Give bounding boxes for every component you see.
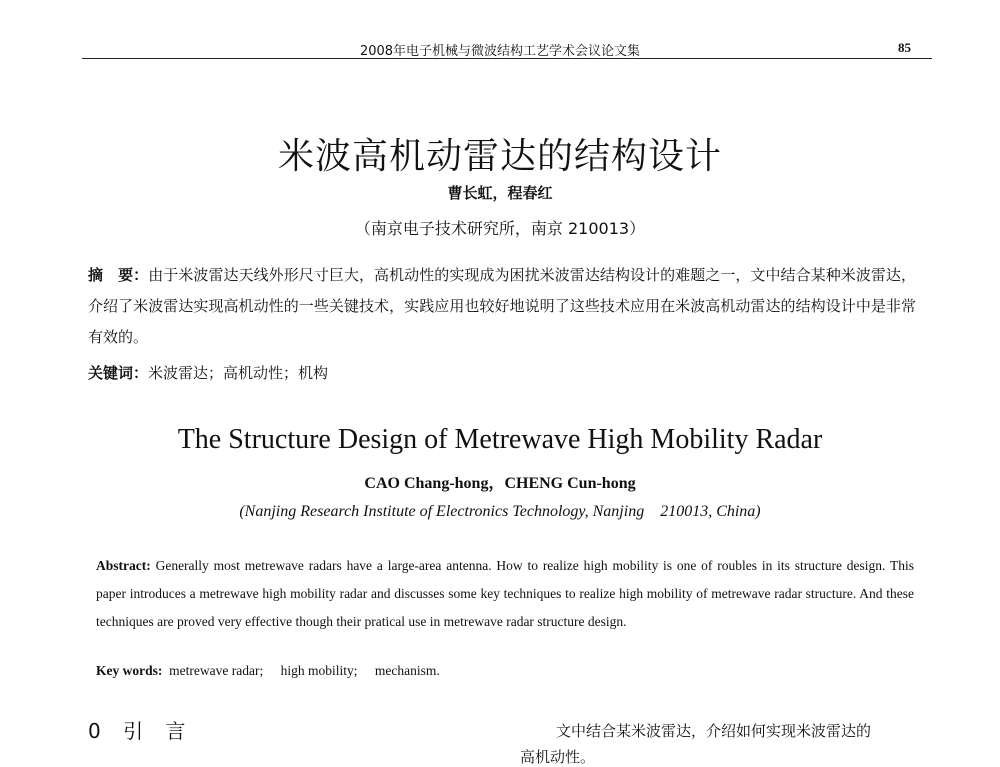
keyword-item: metrewave radar;	[169, 663, 264, 678]
english-authors: CAO Chang-hong，CHENG Cun-hong	[364, 475, 636, 492]
section-heading: 0 引 言	[88, 719, 194, 743]
chinese-keywords-text: 米波雷达；高机动性；机构	[148, 364, 329, 382]
chinese-authors: 曹长虹，程春红	[447, 184, 553, 202]
chinese-title: 米波高机动雷达的结构设计	[277, 136, 722, 177]
chinese-abstract-text: 由于米波雷达天线外形尺寸巨大，高机动性的实现成为困扰米波雷达结构设计的难题之一，文中结合某种米波雷达，介绍了米波雷达实现高机动性的一些关键技术，实践应用也较好地说明了这些技术应用在米波高机动雷达的结构设计中是非常有效的。	[88, 266, 916, 346]
english-keywords-label: Key words:	[96, 663, 163, 678]
chinese-abstract	[88, 260, 916, 353]
english-abstract-label: Abstract:	[96, 558, 151, 573]
english-affiliation: (Nanjing Research Institute of Electronics Technology, Nanjing 210013, China)	[239, 503, 761, 520]
body-text-line: 文中结合某米波雷达，介绍如何实现米波雷达的	[556, 722, 872, 740]
body-text-line: 高机动性。	[520, 748, 596, 766]
keyword-item: high mobility;	[280, 663, 358, 678]
english-title: The Structure Design of Metrewave High Mobility Radar	[177, 424, 823, 455]
chinese-keywords-label: 关键词：	[88, 364, 149, 382]
proceedings-title: 2008年电子机械与微波结构工艺学术会议论文集	[359, 44, 641, 59]
keyword-item: mechanism.	[374, 663, 440, 678]
header-rule	[82, 58, 932, 59]
chinese-abstract-label: 摘 要：	[88, 266, 149, 284]
chinese-keywords	[88, 362, 328, 383]
chinese-affiliation: （南京电子技术研究所，南京 210013）	[354, 219, 646, 238]
english-abstract-text: Generally most metrewave radars have a large-area antenna. How to realize high mobility is one of roubles in its structure design. This paper introduces a metrewave high mobility radar and discusses some key techniques to realize high mobility of metrewave radar structure. And these techniques are proved very effective though their pratical use in metrewave radar structure design.	[96, 558, 915, 629]
page-number: 85	[898, 40, 911, 55]
english-keywords	[96, 663, 454, 679]
english-abstract	[96, 552, 914, 636]
